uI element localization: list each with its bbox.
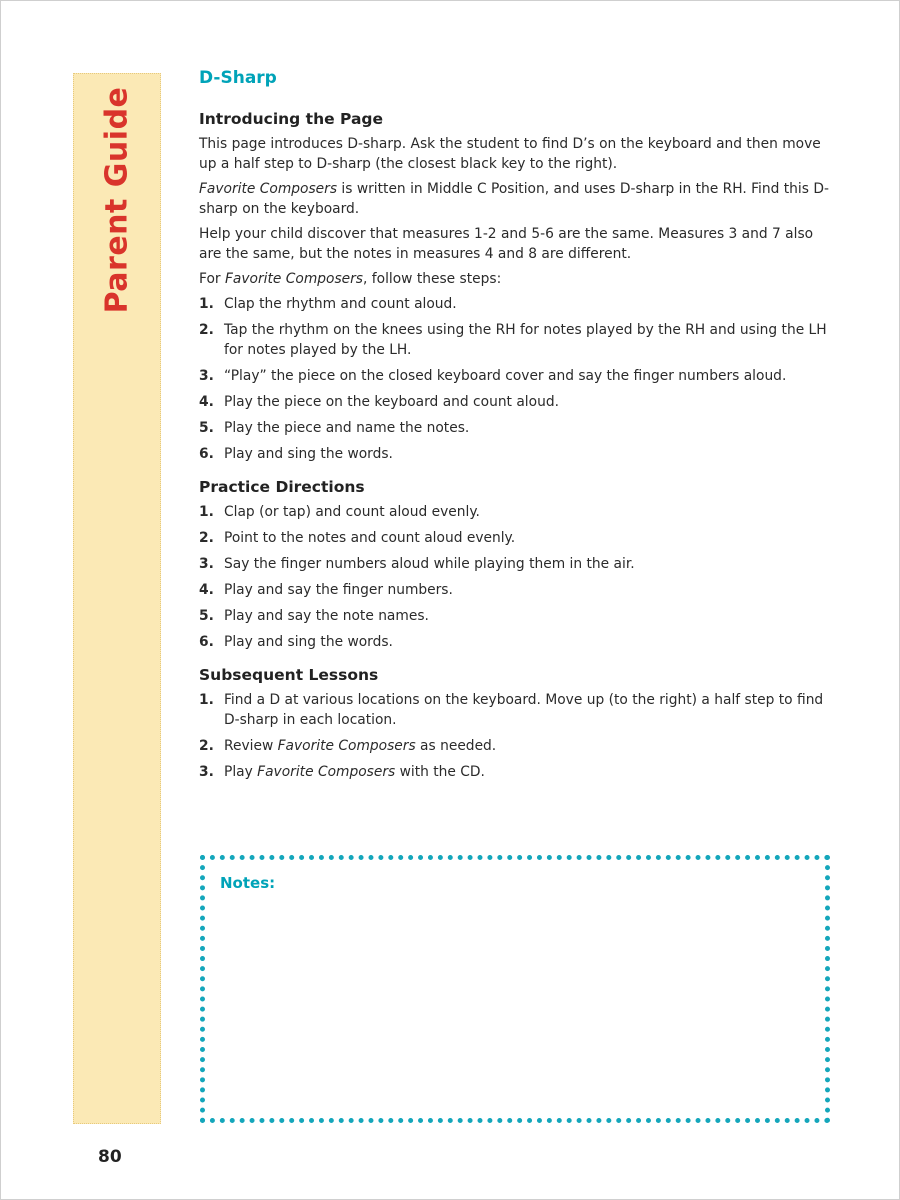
step-number: 6. [199,446,214,462]
intro-paragraph-4 [199,269,829,289]
intro-steps [199,294,829,464]
list-item [199,736,829,756]
list-item [199,502,829,522]
step-text: Play and say the finger numbers. [224,582,453,598]
step-text: Play and sing the words. [224,634,393,650]
intro-p2-rest: is written in Middle C Position, and uses D-sharp in the RH. Find this D-sharp on the keyboard. [199,181,829,217]
practice-steps [199,502,829,652]
step-number: 1. [199,504,214,520]
step-number: 2. [199,322,214,338]
step-text-post: with the CD. [395,764,485,780]
step-text: Play and sing the words. [224,446,393,462]
step-text [224,762,829,782]
intro-section [199,110,829,464]
step-text: “Play” the piece on the closed keyboard cover and say the finger numbers aloud. [224,368,787,384]
step-number: 5. [199,420,214,436]
step-text-italic: Favorite Composers [277,738,416,754]
step-number: 2. [199,530,214,546]
list-item [199,320,829,360]
step-text: Clap the rhythm and count aloud. [224,296,457,312]
step-number: 3. [199,556,214,572]
main-content [199,68,829,796]
step-text-pre: Review [224,738,278,754]
practice-section [199,478,829,652]
step-text: Play the piece on the keyboard and count aloud. [224,394,559,410]
step-text: Tap the rhythm on the knees using the RH for notes played by the RH and using the LH for notes played by the LH. [224,322,827,358]
step-text: Find a D at various locations on the keyboard. Move up (to the right) a half step to find D-sharp in each location. [224,692,824,728]
step-text-italic: Favorite Composers [257,764,396,780]
step-text-pre: Play [224,764,258,780]
notes-box [200,855,830,1123]
step-text: Say the finger numbers aloud while playing them in the air. [224,556,635,572]
intro-heading: Introducing the Page [199,110,384,128]
list-item [199,366,829,386]
practice-heading: Practice Directions [199,478,365,496]
list-item [199,418,829,438]
intro-paragraph-1: This page introduces D-sharp. Ask the student to find D’s on the keyboard and then move up a half step to D-sharp (the closest black key to the right). [199,136,821,172]
list-item [199,392,829,412]
intro-paragraph-3: Help your child discover that measures 1-2 and 5-6 are the same. Measures 3 and 7 also are the same, but the notes in measures 4 and 8 are different. [199,226,814,262]
list-item [199,580,829,600]
step-number: 6. [199,634,214,650]
intro-p2-italic: Favorite Composers [199,181,338,197]
step-text: Play the piece and name the notes. [224,420,470,436]
step-number: 1. [199,296,214,312]
step-number: 1. [199,692,214,708]
intro-p4-italic: Favorite Composers [224,271,363,287]
step-text: Clap (or tap) and count aloud evenly. [224,504,480,520]
intro-paragraph-2 [199,179,829,219]
step-number: 2. [199,738,214,754]
step-text: Point to the notes and count aloud evenly. [224,530,516,546]
subsequent-section [199,666,829,782]
subsequent-steps [199,690,829,782]
page-title: D-Sharp [199,68,277,88]
list-item [199,554,829,574]
intro-p4-pre: For [199,271,225,287]
list-item [199,528,829,548]
step-text [224,736,829,756]
list-item [199,632,829,652]
notes-label: Notes: [220,874,276,892]
step-number: 3. [199,368,214,384]
list-item [199,444,829,464]
subsequent-heading: Subsequent Lessons [199,666,379,684]
page-number: 80 [98,1147,122,1167]
step-number: 3. [199,764,214,780]
list-item [199,294,829,314]
list-item [199,606,829,626]
sidebar-title: Parent Guide [99,86,135,314]
list-item [199,762,829,782]
step-number: 5. [199,608,214,624]
step-number: 4. [199,582,214,598]
intro-p4-post: , follow these steps: [363,271,502,287]
step-text: Play and say the note names. [224,608,429,624]
list-item [199,690,829,730]
step-number: 4. [199,394,214,410]
step-text-post: as needed. [415,738,497,754]
